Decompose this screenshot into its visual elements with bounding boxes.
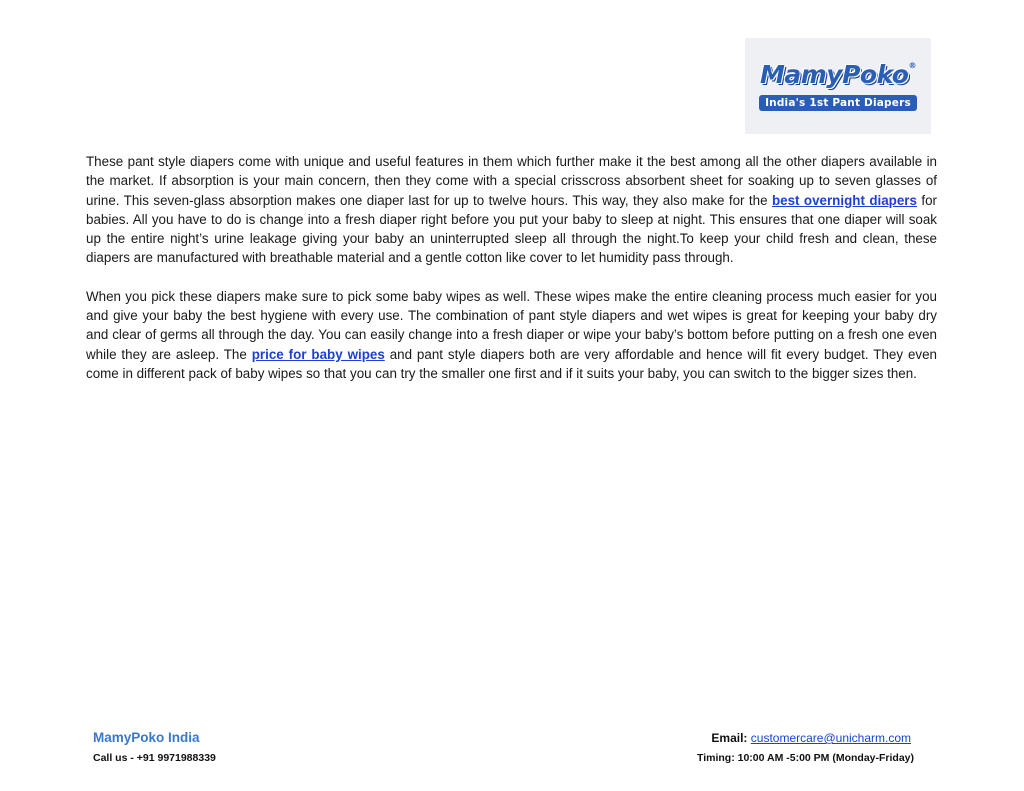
logo-wordmark: MamyPoko®	[759, 59, 916, 89]
email-link[interactable]: customercare@unicharm.com	[750, 731, 911, 745]
mamypoko-logo	[745, 38, 931, 134]
price-for-baby-wipes-link[interactable]: price for baby wipes	[251, 346, 385, 362]
best-overnight-diapers-link[interactable]: best overnight diapers	[771, 192, 917, 208]
logo-tagline: India's 1st Pant Diapers	[759, 95, 917, 111]
footer-phone: Call us - +91 9971988339	[93, 752, 216, 764]
article-body	[86, 152, 937, 402]
footer-brand-name: MamyPoko India	[93, 730, 200, 745]
paragraph-diaper-features: These pant style diapers come with unique and useful features in them which further make it the best among all the other diapers available in the market. If absorption is your main concern, then they come with a special crisscross absorbent sheet for soaking up to seven glasses of urine. This seven-glass absorption makes one diaper last for up to twelve hours. This way, they also make for the best overnight diapers for babies. All you have to do is change into a fresh diaper right before you put your baby to sleep at night. This ensures that one diaper will soak up the entire night’s urine leakage giving your baby an uninterrupted sleep all through the night.To keep your child fresh and clean, these diapers are manufactured with breathable material and a gentle cotton like cover to let humidity pass through.	[86, 154, 937, 266]
email-label: Email:	[711, 731, 748, 745]
footer-timing: Timing: 10:00 AM -5:00 PM (Monday-Friday)	[696, 752, 914, 764]
paragraph-baby-wipes: When you pick these diapers make sure to pick some baby wipes as well. These wipes make the entire cleaning process much easier for you and give your baby the best hygiene with every use. The combination of pant style diapers and wet wipes is great for keeping your baby dry and clear of germs all through the day. You can easily change into a fresh diaper or wipe your baby’s bottom before putting on a fresh one even while they are asleep. The price for baby wipes and pant style diapers both are very affordable and hence will fit every budget. They even come in different pack of baby wipes so that you can try the smaller one first and if it suits your baby, you can switch to the bigger sizes then.	[86, 288, 938, 381]
footer-email	[711, 731, 911, 745]
